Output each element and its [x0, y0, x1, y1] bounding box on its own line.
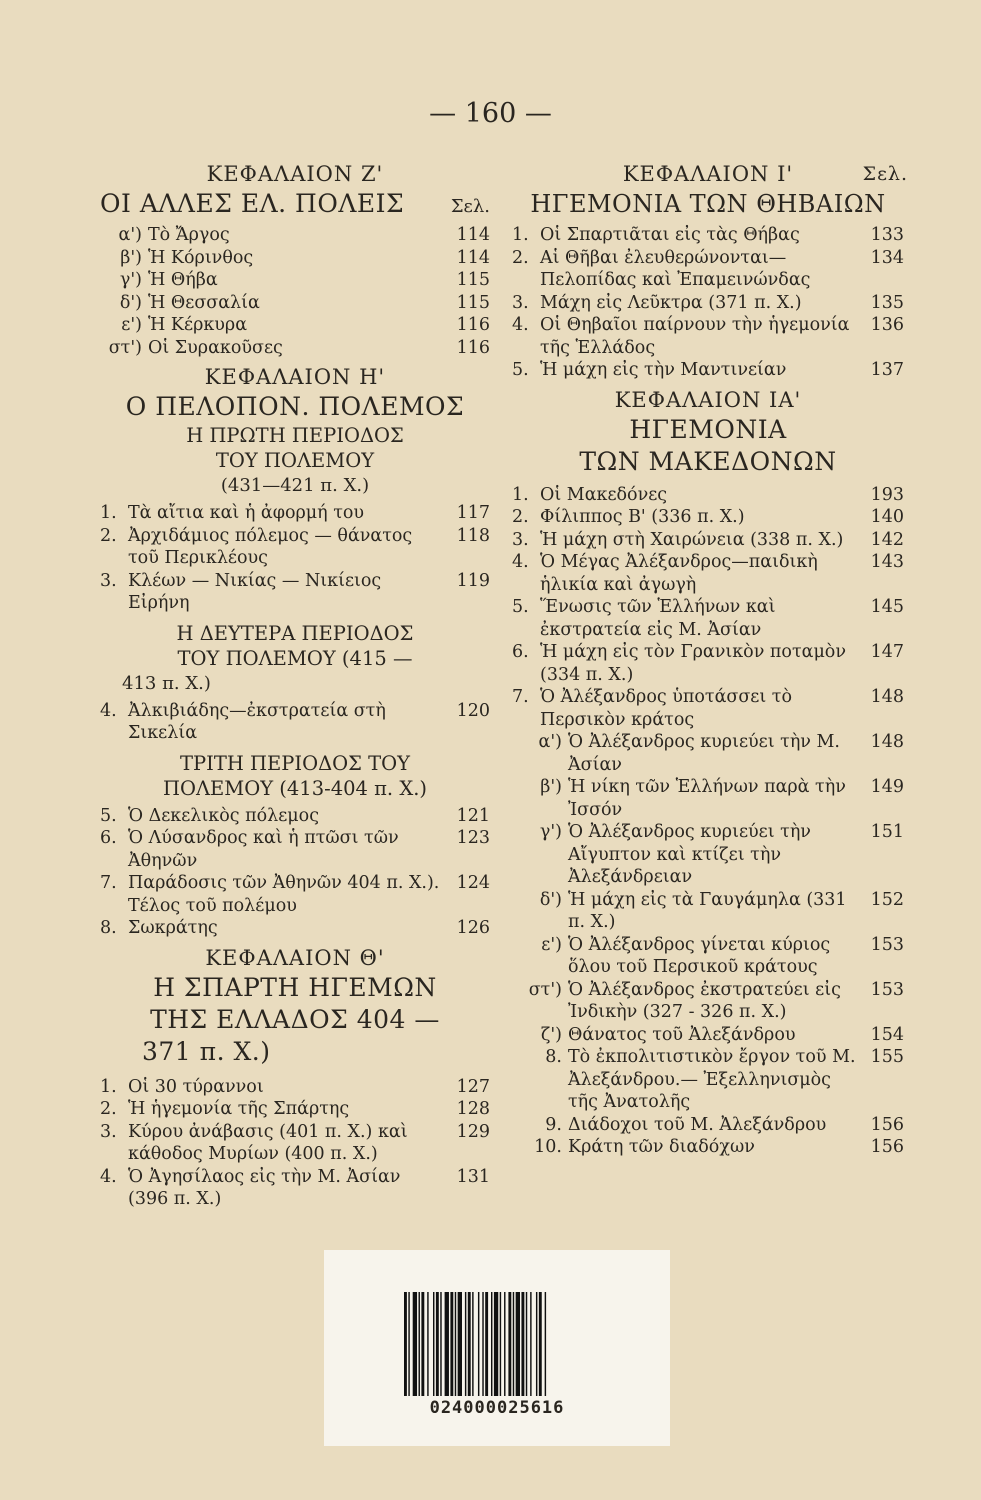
- barcode-bar: [440, 1292, 441, 1396]
- toc-entry: [512, 247, 904, 292]
- toc-entry: [512, 1136, 904, 1159]
- entry-page: 155: [870, 1047, 904, 1067]
- toc-entry: [512, 551, 904, 596]
- barcode-label: [324, 1250, 670, 1446]
- entry-number: 5.: [100, 805, 117, 826]
- toc-list: [512, 484, 904, 732]
- toc-entry: [512, 529, 904, 552]
- chapter-heading: ΚΕΦΑΛΑΙΟΝ Η': [204, 365, 386, 389]
- chapter-heading: [512, 160, 908, 188]
- toc-entry: [512, 641, 904, 686]
- chapter-title-row: [100, 188, 490, 220]
- chapter-title: ΤΗΣ ΕΛΛΑΔΟΣ 404 —: [150, 1004, 440, 1034]
- entry-title: Παράδοσις τῶν Ἀθηνῶν 404 π. Χ.). Τέλος τοῦ πολέμου: [128, 873, 440, 916]
- entry-title: Ὁ Λύσανδρος καὶ ἡ πτῶσι τῶν Ἀθηνῶν: [128, 828, 399, 871]
- entry-page: 116: [456, 337, 490, 358]
- entry-title: Ἕνωσις τῶν Ἑλλήνων καὶ ἐκστρατεία εἰς Μ. Ἀσίαν: [540, 597, 776, 640]
- barcode-bar: [526, 1292, 527, 1396]
- toc-entry: [512, 889, 904, 934]
- entry-number: γ'): [119, 270, 142, 290]
- barcode-bar: [539, 1292, 542, 1396]
- toc-entry: [100, 247, 490, 270]
- barcode-bar: [516, 1292, 520, 1396]
- entry-number: 4.: [100, 700, 117, 721]
- entry-title: Ὁ Ἀλέξανδρος κυριεύει τὴν Μ. Ἀσίαν: [568, 732, 840, 775]
- entry-title: Ἡ ἡγεμονία τῆς Σπάρτης: [128, 1099, 350, 1119]
- entry-page: 135: [870, 292, 904, 313]
- entry-title: Οἱ Μακεδόνες: [540, 484, 668, 505]
- toc-list: [100, 805, 490, 940]
- entry-page: 149: [870, 777, 904, 797]
- entry-page: 153: [870, 979, 904, 1000]
- barcode-bar: [482, 1292, 483, 1396]
- toc-entry: [512, 1024, 904, 1047]
- chapter-title: Η ΣΠΑΡΤΗ ΗΓΕΜΩΝ: [153, 972, 437, 1002]
- toc-list: [100, 1076, 490, 1211]
- toc-entry: [512, 821, 904, 889]
- entry-title: Ἡ Κόρινθος: [148, 247, 254, 268]
- entry-title: Ὁ Ἀγησίλαος εἰς τὴν Μ. Ἀσίαν (396 π. Χ.): [128, 1166, 401, 1209]
- entry-page: 131: [456, 1166, 490, 1187]
- entry-number: 2.: [512, 247, 529, 268]
- toc-entry: [100, 269, 490, 292]
- barcode-bar: [419, 1292, 420, 1396]
- toc-entry: [100, 1121, 490, 1166]
- entry-title: Ἀρχιδάμιος πόλεμος — θάνατος τοῦ Περικλέους: [128, 525, 413, 568]
- toc-list: [512, 1046, 904, 1159]
- entry-page: 154: [870, 1024, 904, 1045]
- chapter-title: 371 π. Χ.): [142, 1036, 271, 1066]
- entry-number: 1.: [100, 1076, 117, 1097]
- left-column: [100, 160, 490, 1211]
- entry-page: 117: [456, 503, 490, 523]
- entry-page: 121: [456, 805, 490, 826]
- barcode-bar: [408, 1292, 409, 1396]
- section-heading: (431—421 π. Χ.): [220, 475, 370, 496]
- entry-page: 156: [870, 1137, 904, 1157]
- entry-title: Οἱ Συρακοῦσες: [148, 337, 283, 358]
- toc-entry: [512, 776, 904, 821]
- toc-entry: [512, 1046, 904, 1114]
- entry-title: Ἡ Θεσσαλία: [148, 292, 260, 313]
- entry-number: 10.: [534, 1137, 562, 1157]
- entry-number: 5.: [512, 360, 529, 380]
- barcode-bar: [545, 1292, 546, 1396]
- section-heading: Η ΔΕΥΤΕΡΑ ΠΕΡΙΟΔΟΣ: [176, 621, 414, 645]
- entry-title: Ἡ Θήβα: [148, 270, 218, 290]
- barcode-bar: [491, 1292, 492, 1396]
- toc-entry: [100, 827, 490, 872]
- right-column: [512, 160, 908, 1159]
- chapter-heading: ΚΕΦΑΛΑΙΟΝ Ζ': [206, 162, 384, 186]
- barcode-bar: [513, 1292, 514, 1396]
- entry-page: 133: [870, 225, 904, 245]
- entry-title: Κλέων — Νικίας — Νικίειος Εἰρήνη: [128, 570, 382, 613]
- barcode-bar: [413, 1292, 417, 1396]
- entry-number: 6.: [512, 642, 529, 662]
- toc-entry: [512, 979, 904, 1024]
- entry-title: Ὁ Δεκελικὸς πόλεμος: [128, 805, 320, 826]
- barcode-bar: [465, 1292, 466, 1396]
- entry-number: 1.: [512, 225, 529, 245]
- toc-entry: [100, 1166, 490, 1211]
- toc-list: [100, 224, 490, 359]
- entry-number: 7.: [100, 873, 117, 893]
- barcode-bar: [485, 1292, 488, 1396]
- barcode-bar: [455, 1292, 456, 1396]
- entry-number: ε'): [121, 315, 142, 335]
- entry-page: 151: [870, 822, 904, 842]
- barcode-bar: [450, 1292, 453, 1396]
- toc-entry: [100, 525, 490, 570]
- entry-number: 9.: [545, 1114, 562, 1135]
- page-column-label: Σελ.: [450, 196, 490, 217]
- entry-page: 127: [456, 1076, 490, 1097]
- entry-title: Οἱ 30 τύραννοι: [128, 1076, 264, 1097]
- entry-number: 2.: [100, 1099, 117, 1119]
- barcode-bar: [404, 1292, 407, 1396]
- entry-page: 153: [870, 934, 904, 955]
- barcode-bar: [421, 1292, 424, 1396]
- entry-number: α'): [118, 225, 142, 245]
- entry-number: 7.: [512, 687, 529, 707]
- entry-number: 5.: [512, 597, 529, 617]
- entry-title: Ἀλκιβιάδης—ἐκστρατεία στὴ Σικελία: [128, 700, 386, 743]
- barcode-bar: [508, 1292, 511, 1396]
- entry-title: Κράτη τῶν διαδόχων: [568, 1137, 755, 1157]
- entry-number: 3.: [100, 1121, 117, 1142]
- toc-entry: [100, 1076, 490, 1099]
- entry-number: 2.: [100, 525, 117, 546]
- toc-list: [100, 502, 490, 615]
- section-heading: ΠΟΛΕΜΟΥ (413-404 π. Χ.): [162, 776, 428, 800]
- entry-page: 116: [456, 315, 490, 335]
- entry-page: 124: [456, 873, 490, 893]
- barcode-bar: [530, 1292, 531, 1396]
- entry-number: στ'): [528, 979, 562, 1000]
- toc-entry: [512, 1114, 904, 1137]
- toc-entry: [100, 292, 490, 315]
- page-number: — 160 —: [429, 98, 552, 129]
- entry-page: 145: [870, 597, 904, 617]
- toc-entry: [512, 731, 904, 776]
- barcode-bar: [472, 1292, 473, 1396]
- entry-page: 148: [870, 732, 904, 752]
- toc-entry: [512, 934, 904, 979]
- chapter-heading: ΚΕΦΑΛΑΙΟΝ ΙΑ': [614, 387, 802, 412]
- entry-page: 140: [870, 507, 904, 527]
- entry-title: Ἡ μάχη εἰς τὰ Γαυγάμηλα (331 π. Χ.): [568, 889, 847, 932]
- entry-number: 3.: [100, 570, 117, 591]
- entry-title: Σωκράτης: [128, 918, 218, 938]
- toc-entry: [512, 506, 904, 529]
- toc-entry: [100, 314, 490, 337]
- toc-entry: [100, 805, 490, 828]
- entry-page: 123: [456, 828, 490, 848]
- entry-page: 120: [456, 700, 490, 721]
- barcode-bar: [536, 1292, 537, 1396]
- entry-number: 4.: [512, 552, 529, 572]
- toc-entry: [100, 917, 490, 940]
- entry-number: 8.: [100, 918, 117, 938]
- toc-entry: [512, 224, 904, 247]
- chapter-heading: ΚΕΦΑΛΑΙΟΝ Θ': [205, 945, 385, 970]
- entry-number: β'): [120, 247, 142, 268]
- entry-title: Οἱ Σπαρτιᾶται εἰς τὰς Θήβας: [540, 225, 800, 245]
- entry-number: 2.: [512, 507, 529, 527]
- entry-title: Τὸ Ἄργος: [148, 225, 230, 245]
- entry-title: Τὰ αἴτια καὶ ἡ ἀφορμή του: [128, 503, 365, 523]
- entry-page: 115: [456, 270, 490, 290]
- entry-title: Φίλιππος Β' (336 π. Χ.): [540, 507, 745, 527]
- toc-entry: [512, 359, 904, 382]
- toc-list: [100, 700, 490, 745]
- entry-title: Ὁ Μέγας Ἀλέξανδρος—παιδικὴ ἡλικία καὶ ἀγωγὴ: [540, 552, 818, 595]
- barcode-bar: [478, 1292, 479, 1396]
- barcode-bar: [504, 1292, 505, 1396]
- entry-title: Ὁ Ἀλέξανδρος ἐκστρατεύει εἰς Ἰνδικὴν (327 - 326 π. Χ.): [568, 979, 841, 1022]
- entry-page: 129: [456, 1121, 490, 1142]
- toc-entry: [512, 484, 904, 507]
- entry-title: Ἡ μάχη στὴ Χαιρώνεια (338 π. Χ.): [540, 529, 844, 550]
- toc-entry: [512, 596, 904, 641]
- entry-page: 136: [870, 315, 904, 335]
- chapter-title: Ο ΠΕΛΟΠΟΝ. ΠΟΛΕΜΟΣ: [125, 392, 465, 421]
- entry-title: Κύρου ἀνάβασις (401 π. Χ.) καὶ κάθοδος Μυρίων (400 π. Χ.): [128, 1121, 408, 1164]
- toc-entry: [512, 686, 904, 731]
- entry-title: Ἡ Κέρκυρα: [148, 315, 248, 335]
- entry-page: 142: [870, 529, 904, 550]
- entry-page: 114: [456, 247, 490, 268]
- entry-title: Ἡ μάχη εἰς τὸν Γρανικὸν ποταμὸν (334 π. Χ.): [540, 642, 846, 685]
- entry-title: Ἡ νίκη τῶν Ἑλλήνων παρὰ τὴν Ἰσσόν: [568, 777, 846, 820]
- entry-number: ε'): [541, 934, 562, 955]
- entry-number: 4.: [512, 315, 529, 335]
- chapter-title: ΗΓΕΜΟΝΙΑ ΤΩΝ ΘΗΒΑΙΩΝ: [530, 190, 886, 218]
- entry-title: Μάχη εἰς Λεῦκτρα (371 π. Χ.): [540, 292, 802, 313]
- entry-number: 3.: [512, 292, 529, 313]
- entry-number: 6.: [100, 828, 117, 848]
- entry-page: 115: [456, 292, 490, 313]
- toc-list: [512, 224, 904, 382]
- entry-title: Ὁ Ἀλέξανδρος κυριεύει τὴν Αἴγυπτον καὶ κτίζει τὴν Ἀλεξάνδρειαν: [568, 822, 811, 887]
- entry-page: 126: [456, 918, 490, 938]
- barcode-number: 024000025616: [429, 1398, 565, 1418]
- barcode-bar: [458, 1292, 462, 1396]
- entry-page: 114: [456, 225, 490, 245]
- entry-page: 156: [870, 1114, 904, 1135]
- entry-page: 134: [870, 247, 904, 268]
- entry-number: 1.: [100, 503, 117, 523]
- toc-entry: [100, 872, 490, 917]
- barcode-bar: [500, 1292, 501, 1396]
- entry-title: Αἱ Θῆβαι ἐλευθερώνονται—Πελοπίδας καὶ Ἐπαμεινώνδας: [540, 247, 811, 290]
- toc-entry: [100, 502, 490, 525]
- section-heading: ΤΟΥ ΠΟΛΕΜΟΥ: [215, 449, 375, 472]
- barcode-bar: [494, 1292, 498, 1396]
- entry-page: 193: [870, 484, 904, 505]
- section-heading: 413 π. Χ.): [122, 672, 211, 694]
- entry-number: στ'): [108, 337, 142, 358]
- entry-page: 143: [870, 552, 904, 572]
- toc-entry: [100, 1098, 490, 1121]
- barcode-bar: [433, 1292, 434, 1396]
- chapter-heading-text: ΚΕΦΑΛΑΙΟΝ Ι': [622, 162, 794, 186]
- entry-number: ζ'): [540, 1024, 562, 1045]
- toc-entry: [512, 314, 904, 359]
- toc-entry: [100, 337, 490, 360]
- entry-number: δ'): [119, 292, 142, 313]
- entry-number: γ'): [539, 822, 562, 842]
- entry-title: Θάνατος τοῦ Ἀλεξάνδρου: [568, 1024, 796, 1045]
- entry-title: Ἡ μάχη εἰς τὴν Μαντινείαν: [540, 360, 787, 380]
- entry-page: 137: [870, 360, 904, 380]
- entry-title: Ὁ Ἀλέξανδρος γίνεται κύριος ὅλου τοῦ Περσικοῦ κράτους: [568, 934, 831, 977]
- entry-number: 8.: [545, 1047, 562, 1067]
- entry-title: Ὁ Ἀλέξανδρος ὑποτάσσει τὸ Περσικὸν κράτος: [540, 687, 792, 730]
- entry-title: Οἱ Θηβαῖοι παίρνουν τὴν ἡγεμονία τῆς Ἑλλάδος: [540, 315, 850, 358]
- entry-number: β'): [540, 777, 562, 797]
- entry-number: α'): [538, 732, 562, 752]
- chapter-title: ΗΓΕΜΟΝΙΑ: [629, 414, 787, 444]
- barcode-bar: [445, 1292, 449, 1396]
- entry-title: Διάδοχοι τοῦ Μ. Ἀλεξάνδρου: [568, 1114, 827, 1135]
- chapter-title: ΤΩΝ ΜΑΚΕΔΟΝΩΝ: [579, 446, 837, 476]
- entry-page: 147: [870, 642, 904, 662]
- toc-entry: [100, 224, 490, 247]
- entry-number: 4.: [100, 1166, 117, 1187]
- toc-entry: [100, 570, 490, 615]
- barcode-bar: [521, 1292, 524, 1396]
- entry-page: 152: [870, 889, 904, 910]
- entry-number: 1.: [512, 484, 529, 505]
- entry-page: 119: [456, 570, 490, 591]
- toc-sublist: [512, 731, 904, 1046]
- entry-title: Τὸ ἐκπολιτιστικὸν ἔργον τοῦ Μ. Ἀλεξάνδρου.— Ἐξελληνισμὸς τῆς Ἀνατολῆς: [568, 1047, 856, 1112]
- section-heading: Η ΠΡΩΤΗ ΠΕΡΙΟΔΟΣ: [186, 424, 404, 447]
- section-heading: ΤΟΥ ΠΟΛΕΜΟΥ (415 —: [177, 646, 413, 670]
- chapter-title: ΟΙ ΑΛΛΕΣ ΕΛ. ΠΟΛΕΙΣ: [100, 189, 405, 218]
- toc-entry: [512, 292, 904, 315]
- page-column-label: Σελ.: [862, 163, 908, 185]
- entry-page: 128: [456, 1099, 490, 1119]
- section-heading: ΤΡΙΤΗ ΠΕΡΙΟΔΟΣ ΤΟΥ: [179, 751, 410, 775]
- barcode-bars: [404, 1292, 594, 1396]
- barcode-bar: [468, 1292, 471, 1396]
- entry-page: 148: [870, 687, 904, 707]
- barcode-bar: [427, 1292, 428, 1396]
- toc-entry: [100, 700, 490, 745]
- entry-number: δ'): [539, 889, 562, 910]
- entry-page: 118: [456, 525, 490, 546]
- barcode-bar: [436, 1292, 439, 1396]
- entry-number: 3.: [512, 529, 529, 550]
